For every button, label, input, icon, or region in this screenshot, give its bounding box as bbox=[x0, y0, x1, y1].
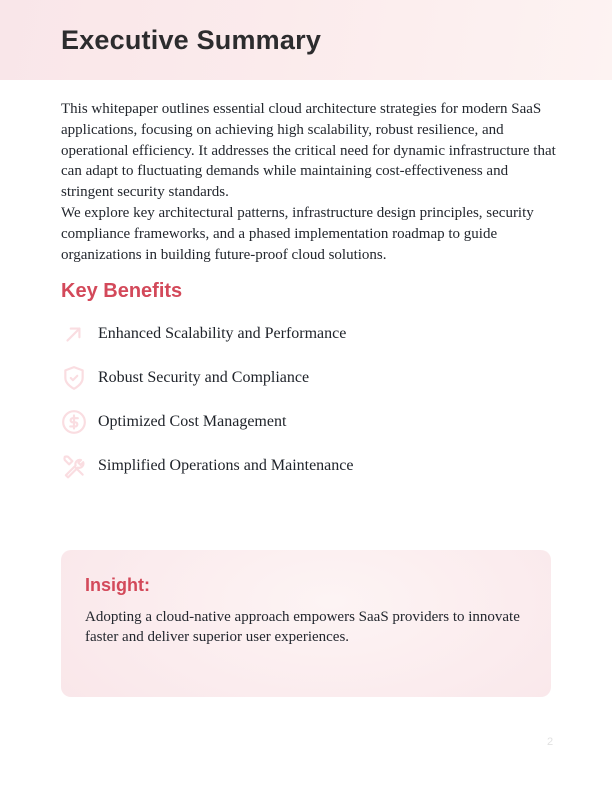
insight-callout bbox=[61, 550, 551, 697]
trending-up-arrow-icon bbox=[61, 321, 87, 347]
main-content bbox=[61, 99, 558, 479]
shield-check-icon bbox=[61, 365, 87, 391]
benefit-label: Simplified Operations and Maintenance bbox=[98, 457, 354, 475]
insight-body: Adopting a cloud-native approach empowers SaaS providers to innovate faster and deliver superior user experiences. bbox=[85, 609, 520, 645]
benefit-label: Enhanced Scalability and Performance bbox=[98, 325, 347, 343]
intro-paragraph-2: We explore key architectural patterns, infrastructure design principles, security compliance frameworks, and a phased implementation roadmap to guide organizations in building future-proof cloud solutions. bbox=[61, 204, 534, 263]
insight-heading: Insight: bbox=[85, 575, 150, 595]
list-item bbox=[61, 453, 558, 479]
benefit-label: Robust Security and Compliance bbox=[98, 369, 310, 387]
page-number: 2 bbox=[547, 736, 554, 748]
intro-paragraph-1: This whitepaper outlines essential cloud architecture strategies for modern SaaS applications, focusing on achieving high scalability, robust resilience, and operational efficiency. It addresses the critical need for dynamic infrastructure that can adapt to fluctuating demands while maintaining cost-effectiveness and stringent security standards. bbox=[61, 101, 556, 201]
page-title: Executive Summary bbox=[61, 24, 322, 55]
tools-icon bbox=[61, 453, 87, 479]
key-benefits-heading: Key Benefits bbox=[61, 280, 183, 303]
list-item bbox=[61, 409, 558, 435]
benefits-list bbox=[61, 321, 558, 479]
benefit-label: Optimized Cost Management bbox=[98, 413, 287, 431]
dollar-circle-icon bbox=[61, 409, 87, 435]
header-band bbox=[0, 0, 612, 80]
list-item bbox=[61, 321, 558, 347]
list-item bbox=[61, 365, 558, 391]
